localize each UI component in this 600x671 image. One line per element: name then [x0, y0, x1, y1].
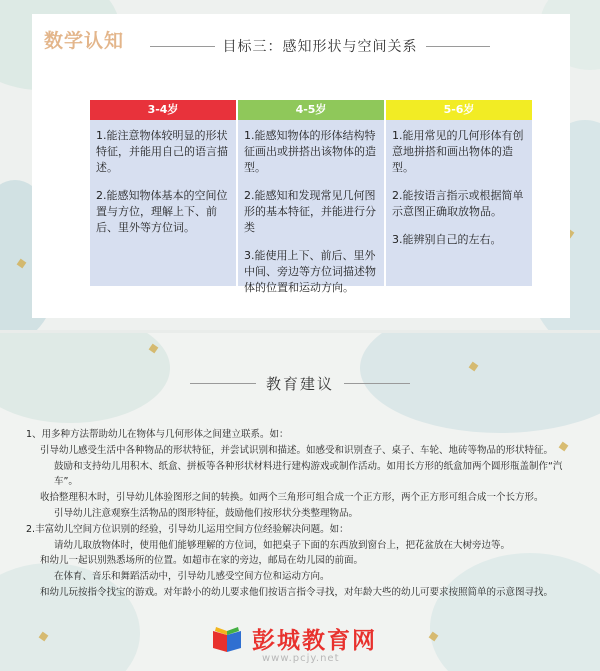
age-goals-table: [90, 100, 532, 294]
goal-item: 1.能注意物体较明显的形状特征，并能用自己的语言描述。: [96, 129, 228, 174]
suggestion-line: 鼓励和支持幼儿用积木、纸盒、拼板等各种形状材料进行建构游戏或制作活动。如用长方形的纸盒加两个圆形瓶盖制作“汽车”。: [54, 460, 563, 488]
age-column-4-5: [238, 100, 384, 294]
suggestion-line: 请幼儿取放物体时，使用他们能够理解的方位词，如把桌子下面的东西放到窗台上，把花盆放在大树旁边等。: [54, 539, 511, 551]
heading-rule-right: [344, 383, 410, 384]
watermark-text: 彭城教育网: [252, 627, 377, 654]
age-header: 3-4岁: [90, 100, 236, 120]
suggestion-line: 在体育、音乐和舞蹈活动中，引导幼儿感受空间方位和运动方向。: [54, 571, 330, 583]
age-column-body: [238, 120, 384, 294]
watercolor-decoration: [0, 333, 170, 423]
watermark-url: www.pcjy.net: [262, 653, 340, 664]
age-column-3-4: [90, 100, 236, 286]
goal-item: 2.能按语言指示或根据简单示意图正确取放物品。: [392, 189, 524, 218]
suggestions-text: [26, 427, 586, 601]
goal-item: 1.能用常见的几何形体有创意地拼搭和画出物体的造型。: [392, 129, 524, 174]
suggestion-heading: 1、用多种方法帮助幼儿在物体与几何形体之间建立联系。如：: [26, 429, 289, 440]
age-column-body: [90, 120, 236, 286]
watermark: [210, 619, 377, 657]
age-header: 4-5岁: [238, 100, 384, 120]
goal-item: 2.能感知物体基本的空间位置与方位，理解上下、前后、里外等方位词。: [96, 189, 228, 234]
goal-item: 3.能辨别自己的左右。: [392, 233, 502, 246]
goal-item: 1.能感知物体的形体结构特征画出或拼搭出该物体的造型。: [244, 129, 376, 174]
goal-item: 2.能感知和发现常见几何图形的基本特征，并能进行分类: [244, 189, 376, 234]
suggestion-line: 引导幼儿感受生活中各种物品的形状特征，并尝试识别和描述。如感受和识别查子、桌子、车轮、地砖等物品的形状特征。: [40, 444, 554, 456]
suggestion-line: 引导幼儿注意观察生活物品的图形特征，鼓励他们按形状分类整理物品。: [54, 507, 359, 519]
age-column-5-6: [386, 100, 532, 286]
suggestion-line: 和幼儿一起识别熟悉场所的位置。如超市在家的旁边，邮局在幼儿园的前面。: [40, 555, 364, 567]
suggestions-heading: [190, 373, 410, 394]
suggestion-line: 收拾整理积木时，引导幼儿体验图形之间的转换。如两个三角形可组合成一个正方形，两个正方形可组合成一个长方形。: [40, 492, 544, 504]
suggestion-heading: 2.丰富幼儿空间方位识别的经验，引导幼儿运用空间方位经验解决问题。如：: [26, 523, 349, 535]
suggestions-title: 教育建议: [266, 375, 335, 393]
goal-heading: [150, 36, 490, 56]
age-header: 5-6岁: [386, 100, 532, 120]
heading-rule-left: [190, 383, 256, 384]
age-column-body: [386, 120, 532, 286]
slide-education-suggestions: [0, 333, 600, 671]
goal-item: 3.能使用上下、前后、里外中间、旁边等方位词描述物体的位置和运动方向。: [244, 249, 376, 294]
subject-title: 数学认知: [44, 30, 125, 52]
suggestion-line: 和幼儿玩按指令找宝的游戏。对年龄小的幼儿要求他们按语言指令寻找，对年龄大些的幼儿可要求按照简单的示意图寻找。: [40, 586, 554, 598]
heading-rule-left: [150, 46, 215, 47]
heading-rule-right: [426, 46, 491, 47]
book-logo-icon: [210, 621, 244, 655]
goal-title: 目标三：感知形状与空间关系: [222, 39, 418, 55]
slide-goal-three: [0, 0, 600, 330]
